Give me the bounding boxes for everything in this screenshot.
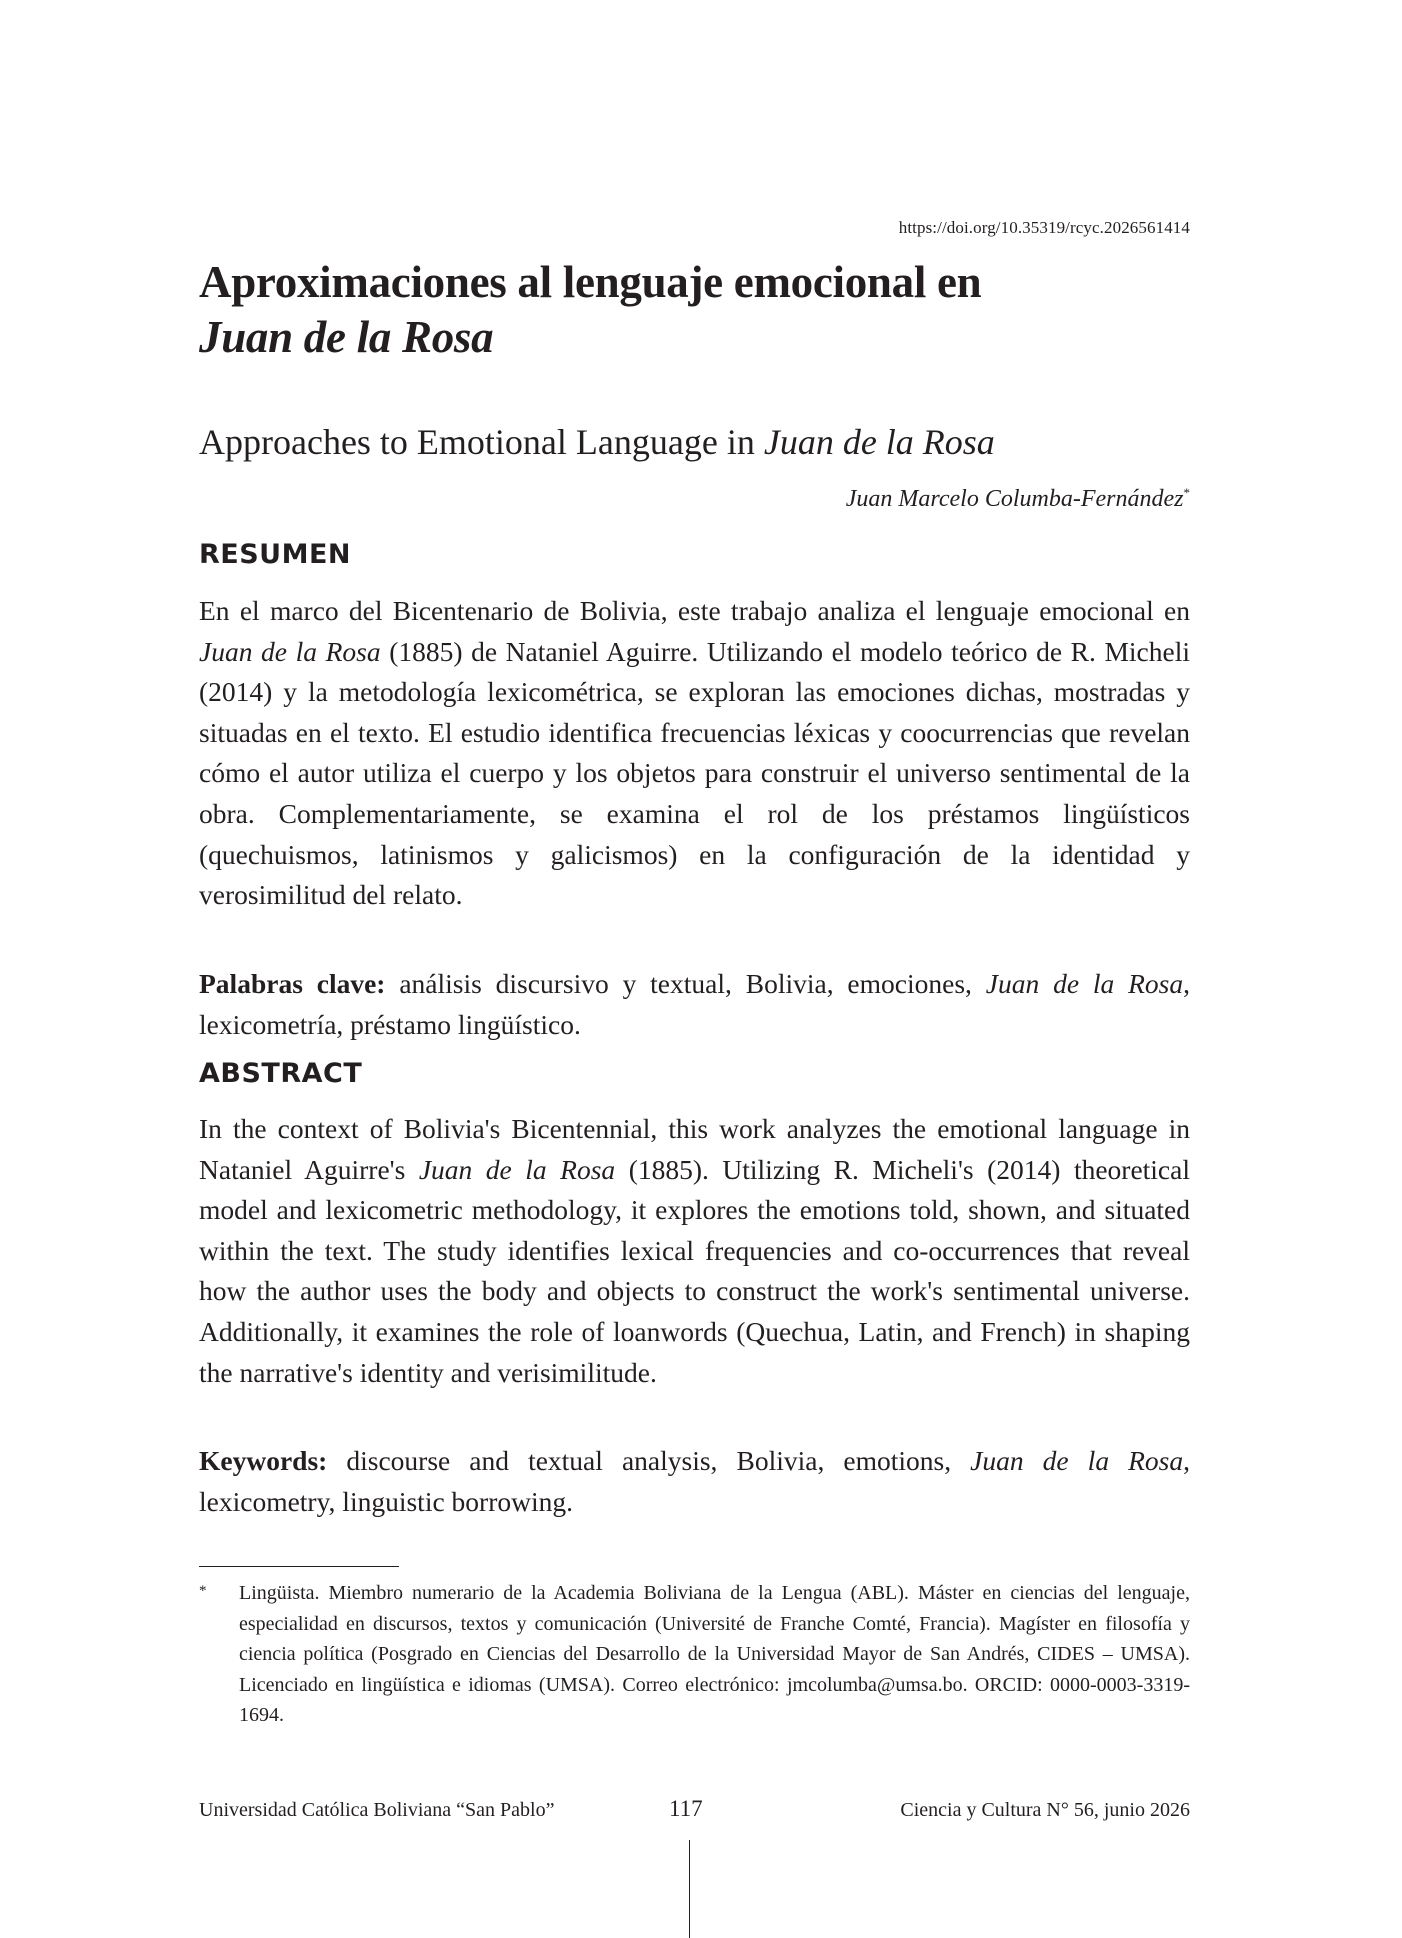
article-title bbox=[199, 255, 1190, 365]
abstract-paragraph bbox=[199, 1109, 1190, 1393]
footer-university: Universidad Católica Boliviana “San Pablo” bbox=[199, 1799, 555, 1821]
keywords-en-italic: Juan de la Rosa bbox=[970, 1445, 1184, 1476]
footnote-mark: * bbox=[199, 1583, 207, 1599]
footer-journal: Ciencia y Cultura N° 56, junio 2026 bbox=[900, 1799, 1190, 1821]
subtitle-italic: Juan de la Rosa bbox=[763, 422, 995, 462]
keywords-es-after: , lexicometría, préstamo lingüístico. bbox=[199, 968, 1191, 1040]
title-line-2: Juan de la Rosa bbox=[199, 312, 494, 362]
keywords-en-label: Keywords: bbox=[199, 1445, 328, 1476]
resumen-work-title: Juan de la Rosa bbox=[199, 635, 381, 667]
footnote-divider bbox=[199, 1566, 399, 1567]
abstract-text-2: (1885). Utilizing R. Micheli's (2014) theoretical model and lexicometric methodology, it explores the emotions told, shown, and situated within the text. The study identifies lexical frequencies and co-occurrences that reveal how the author uses the body and objects to construct the work's sentimental universe. Additionally, it examines the role of loanwords (Quechua, Latin, and French) in shaping the narrative's identity and verisimilitude. bbox=[199, 1153, 1190, 1388]
resumen-heading: RESUMEN bbox=[199, 539, 352, 570]
keywords-es-label: Palabras clave: bbox=[199, 968, 386, 999]
author-footnote bbox=[199, 1578, 1190, 1731]
keywords-en-before: discourse and textual analysis, Bolivia, emotions, bbox=[327, 1445, 971, 1476]
keywords-es-italic: Juan de la Rosa bbox=[985, 968, 1184, 999]
keywords-es-before: análisis discursivo y textual, Bolivia, emociones, bbox=[385, 968, 986, 999]
author-name bbox=[846, 485, 1190, 513]
author-name-text: Juan Marcelo Columba-Fernández bbox=[845, 486, 1184, 512]
abstract-text-1: In the context of Bolivia's Bicentennial, this work analyzes the emotional language in Nataniel Aguirre's bbox=[199, 1113, 1190, 1185]
footer-vertical-rule bbox=[689, 1840, 690, 1938]
doi-link[interactable]: https://doi.org/10.35319/rcyc.2026561414 bbox=[898, 218, 1190, 237]
article-subtitle bbox=[199, 420, 995, 464]
abstract-heading: ABSTRACT bbox=[199, 1058, 363, 1089]
resumen-text-2: (1885) de Nataniel Aguirre. Utilizando el modelo teórico de R. Micheli (2014) y la metodología lexicométrica, se exploran las emociones dichas, mostradas y situadas en el texto. El estudio identifica frecuencias léxicas y coocurrencias que revelan cómo el autor utiliza el cuerpo y los objetos para construir el universo sentimental de la obra. Complementariamente, se examina el rol de los préstamos lingüísticos (quechuismos, latinismos y galicismos) en la configuración de la identidad y verosimilitud del relato. bbox=[199, 635, 1190, 911]
article-page bbox=[199, 0, 1190, 1938]
keywords-en bbox=[199, 1441, 1190, 1522]
resumen-text-1: En el marco del Bicentenario de Bolivia, este trabajo analiza el lenguaje emocional en bbox=[199, 595, 1190, 626]
page-number: 117 bbox=[669, 1796, 703, 1821]
subtitle-text: Approaches to Emotional Language in bbox=[199, 422, 764, 462]
keywords-es bbox=[199, 964, 1190, 1045]
author-footnote-mark[interactable]: * bbox=[1183, 485, 1190, 500]
keywords-en-after: , lexicometry, linguistic borrowing. bbox=[199, 1445, 1191, 1517]
footnote-text: Lingüista. Miembro numerario de la Academia Boliviana de la Lengua (ABL). Máster en ciencias del lenguaje, especialidad en discursos, textos y comunicación (Université de Franche Comté, Francia). Magíster en filosofía y ciencia política (Posgrado en Ciencias del Desarrollo de la Universidad Mayor de San Andrés, CIDES – UMSA). Licenciado en lingüística e idiomas (UMSA). Correo electrónico: jmcolumba@umsa.bo. ORCID: 0000-0003-3319-1694. bbox=[239, 1582, 1190, 1726]
resumen-paragraph bbox=[199, 591, 1190, 916]
abstract-work-title: Juan de la Rosa bbox=[418, 1153, 616, 1185]
title-line-1: Aproximaciones al lenguaje emocional en bbox=[199, 257, 982, 307]
